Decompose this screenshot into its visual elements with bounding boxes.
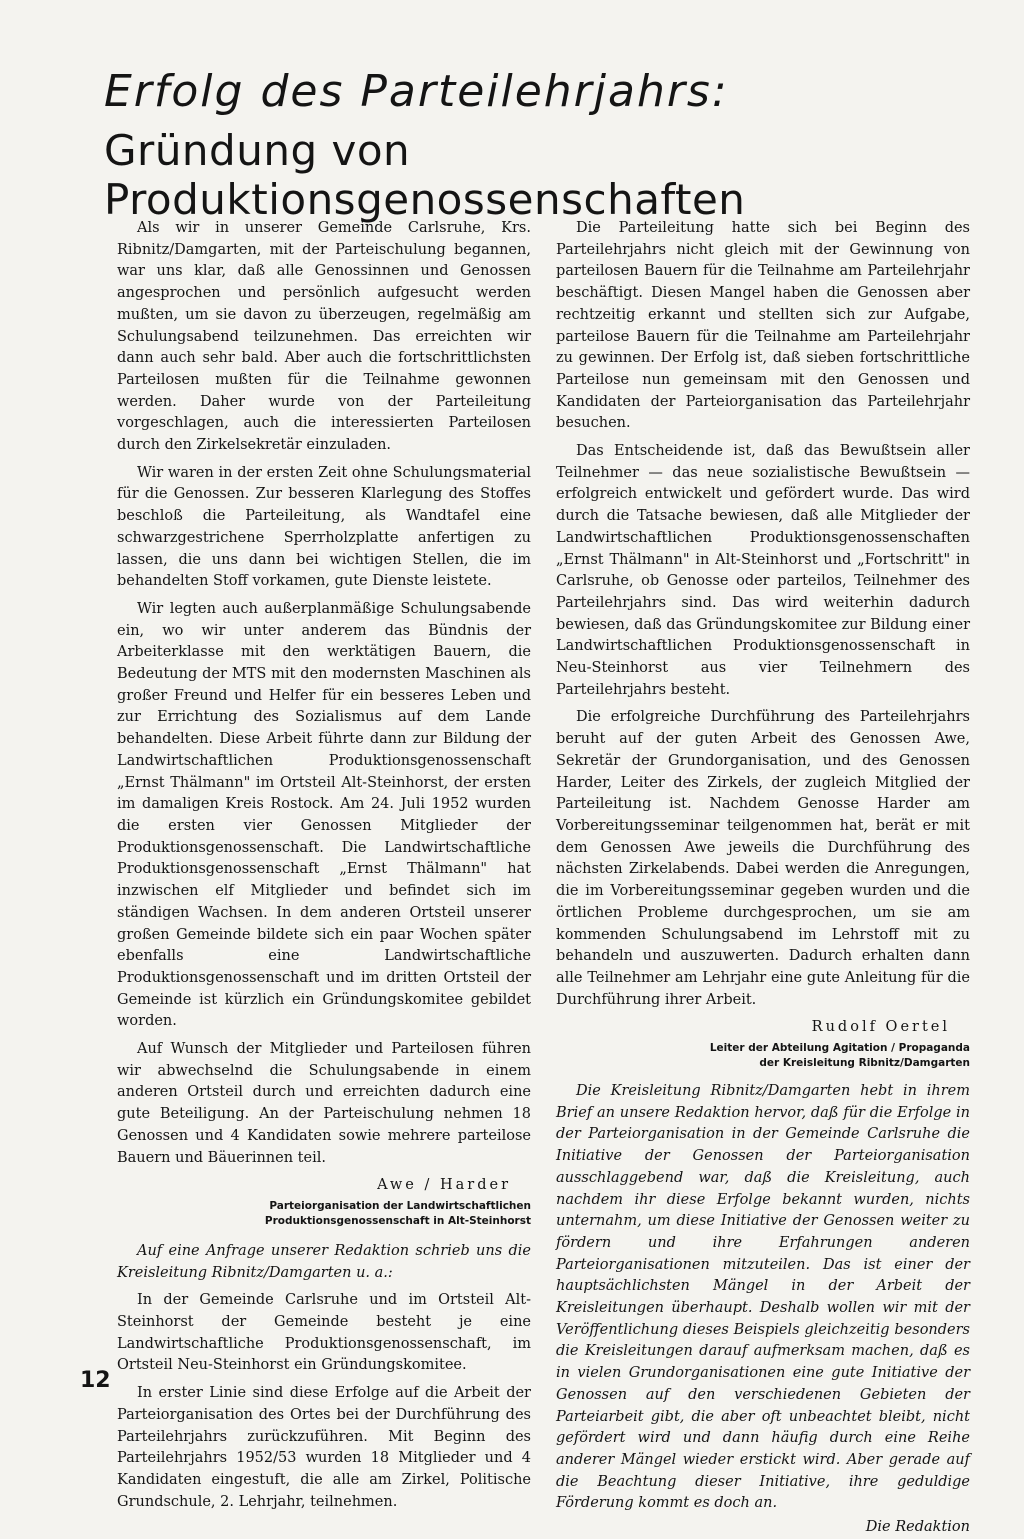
left-column [117, 218, 531, 1519]
author-signature: Awe / Harder [377, 1177, 511, 1194]
author-signature: Rudolf Oertel [811, 1019, 950, 1036]
paragraph: Als wir in unserer Gemeinde Carlsruhe, Krs. Ribnitz/Damgarten, mit der Parteischulung begannen, war uns klar, daß alle Genossinnen und Genossen angesprochen und persönlich aufgesucht werden mußten, um sie davon zu überzeugen, regelmäßig am Schulungsabend teilzunehmen. Das erreichten wir dann auch sehr bald. Aber auch die fortschrittlichsten Parteilosen mußten für die Teilnahme gewonnen werden. Daher wurde von der Parteileitung vorgeschlagen, auch die interessierten Parteilosen durch den Zirkelsekretär einzuladen. [117, 220, 531, 454]
page-number: 12 [80, 1368, 111, 1393]
editorial-text: Die Kreisleitung Ribnitz/Damgarten hebt in ihrem Brief an unsere Redaktion hervor, daß für die Erfolge in der Parteiorganisation in der Gemeinde Carlsruhe die Initiative der Genossen der Parteiorganisation ausschlaggebend war, daß die Kreisleitung, auch nachdem ihr diese Erfolge bekannt wurden, nichts unternahm, um diese Initiative der Genossen weiter zu fördern und ihre Erfahrungen anderen Parteiorganisationen mitzuteilen. Das ist einer der hauptsächlichsten Mängel in der Arbeit der Kreisleitungen überhaupt. Deshalb wollen wir mit der Veröffentlichung dieses Beispiels gleichzeitig besonders die Kreisleitungen darauf aufmerksam machen, daß es in vielen Grundorganisationen eine gute Initiative der Genossen auf den verschiedenen Gebieten der Parteiarbeit gibt, die aber oft unbeachtet bleibt, nicht gefördert wird und dann häufig durch eine Reihe anderer Mängel wieder erstickt wird. Aber gerade auf die Beachtung dieser Initiative, ihre geduldige Förderung kommt es doch an. [556, 1083, 970, 1512]
affiliation-line: Parteiorganisation der Landwirtschaftlichen [269, 1199, 531, 1212]
paragraph: Wir legten auch außerplanmäßige Schulungsabende ein, wo wir unter anderem das Bündnis der Arbeiterklasse mit den werktätigen Bauern, die Bedeutung der MTS mit den modernsten Maschinen als großer Freund und Helfer für ein besseres Leben und zur Errichtung des Sozialismus auf dem Lande behandelten. Diese Arbeit führte dann zur Bildung der Landwirtschaftlichen Produktionsgenossenschaft „Ernst Thälmann" im Ortsteil Alt-Steinhorst, der ersten im damaligen Kreis Rostock. Am 24. Juli 1952 wurden die ersten vier Genossen Mitglieder der Produktionsgenossenschaft. Die Landwirtschaftliche Produktionsgenossenschaft „Ernst Thälmann" hat inzwischen elf Mitglieder und befindet sich im ständigen Wachsen. In dem anderen Ortsteil unserer großen Gemeinde bildete sich ein paar Wochen später ebenfalls eine Landwirtschaftliche Produktionsgenossenschaft und im dritten Ortsteil der Gemeinde ist kürzlich ein Gründungskomitee gebildet worden. [117, 600, 531, 1030]
paragraph: In der Gemeinde Carlsruhe und im Ortsteil Alt-Steinhorst der Gemeinde besteht je eine Landwirtschaftliche Produktionsgenossenschaft, im Ortsteil Neu-Steinhorst ein Gründungskomitee. [117, 1292, 531, 1374]
inquiry-intro: Auf eine Anfrage unserer Redaktion schrieb uns die Kreisleitung Ribnitz/Damgarten u. a.: [117, 1242, 531, 1281]
author-affiliation [117, 1199, 531, 1229]
paragraph: In erster Linie sind diese Erfolge auf die Arbeit der Parteiorganisation des Ortes bei der Durchführung des Parteilehrjahrs zurückzuführen. Mit Beginn des Parteilehrjahrs 1952/53 wurden 18 Mitglieder und 4 Kandidaten eingestuft, die alle am Zirkel, Politische Grundschule, 2. Lehrjahr, teilnehmen. [117, 1385, 531, 1510]
headline-line-2: Gründung von Produktionsgenossenschaften [104, 126, 746, 224]
affiliation-line: der Kreisleitung Ribnitz/Damgarten [759, 1057, 970, 1070]
affiliation-line: Leiter der Abteilung Agitation / Propaganda [709, 1042, 970, 1055]
editorial-note [556, 1081, 970, 1515]
paragraph: Die erfolgreiche Durchführung des Parteilehrjahrs beruht auf der guten Arbeit des Genossen Awe, Sekretär der Grundorganisation, und des Genossen Harder, Leiter des Zirkels, der zugleich Mitglied der Parteileitung ist. Nachdem Genosse Harder am Vorbereitungsseminar teilgenommen hat, berät er mit dem Genossen Awe jeweils die Durchführung des nächsten Zirkelabends. Dabei werden die Anregungen, die im Vorbereitungsseminar gegeben wurden und die örtlichen Probleme durchgesprochen, um sie am kommenden Schulungsabend im Lehrstoff mit zu behandeln und auszuwerten. Dadurch erhalten dann alle Teilnehmer am Lehrjahr eine gute Anleitung für die Durchführung ihrer Arbeit. [556, 709, 970, 1008]
paragraph: Das Entscheidende ist, daß das Bewußtsein aller Teilnehmer — das neue sozialistische Bewußtsein — erfolgreich entwickelt und gefördert wurde. Das wird durch die Tatsache bewiesen, daß alle Mitglieder der Landwirtschaftlichen Produktionsgenossenschaften „Ernst Thälmann" in Alt-Steinhorst und „Fortschritt" in Carlsruhe, ob Genosse oder parteilos, Teilnehmer des Parteilehrjahrs sind. Das wird weiterhin dadurch bewiesen, daß das Gründungskomitee zur Bildung einer Landwirtschaftlichen Produktionsgenossenschaft in Neu-Steinhorst aus vier Teilnehmern des Parteilehrjahrs besteht. [556, 443, 971, 698]
affiliation-line: Produktionsgenossenschaft in Alt-Steinhorst [264, 1214, 531, 1227]
paragraph: Die Parteileitung hatte sich bei Beginn des Parteilehrjahrs nicht gleich mit der Gewinnung von parteilosen Bauern für die Teilnahme am Parteilehrjahr beschäftigt. Diesen Mangel haben die Genossen aber rechtzeitig erkannt und stellten sich zur Aufgabe, parteilose Bauern für die Teilnahme am Parteilehrjahr zu gewinnen. Der Erfolg ist, daß sieben fortschrittliche Parteilose nun gemeinsam mit den Genossen und Kandidaten der Parteiorganisation das Parteilehrjahr besuchen. [556, 220, 970, 432]
author-affiliation [556, 1041, 970, 1071]
right-column [556, 218, 970, 1539]
editorial-signature: Die Redaktion [865, 1519, 970, 1536]
paragraph: Wir waren in der ersten Zeit ohne Schulungsmaterial für die Genossen. Zur besseren Klarlegung des Stoffes beschloß die Parteileitung, als Wandtafel eine schwarzgestrichene Sperrholzplatte anfertigen zu lassen, die uns dann bei wichtigen Stellen, die im behandelten Stoff vorkamen, gute Dienste leistete. [117, 464, 531, 590]
headline-line-1: Erfolg des Parteilehrjahrs: [104, 66, 729, 117]
paragraph: Auf Wunsch der Mitglieder und Parteilosen führen wir abwechselnd die Schulungsabende in einem anderen Ortsteil durch und erreichten dadurch eine gute Beteiligung. An der Parteischulung nehmen 18 Genossen und 4 Kandidaten sowie mehrere parteilose Bauern und Bäuerinnen teil. [117, 1041, 531, 1166]
